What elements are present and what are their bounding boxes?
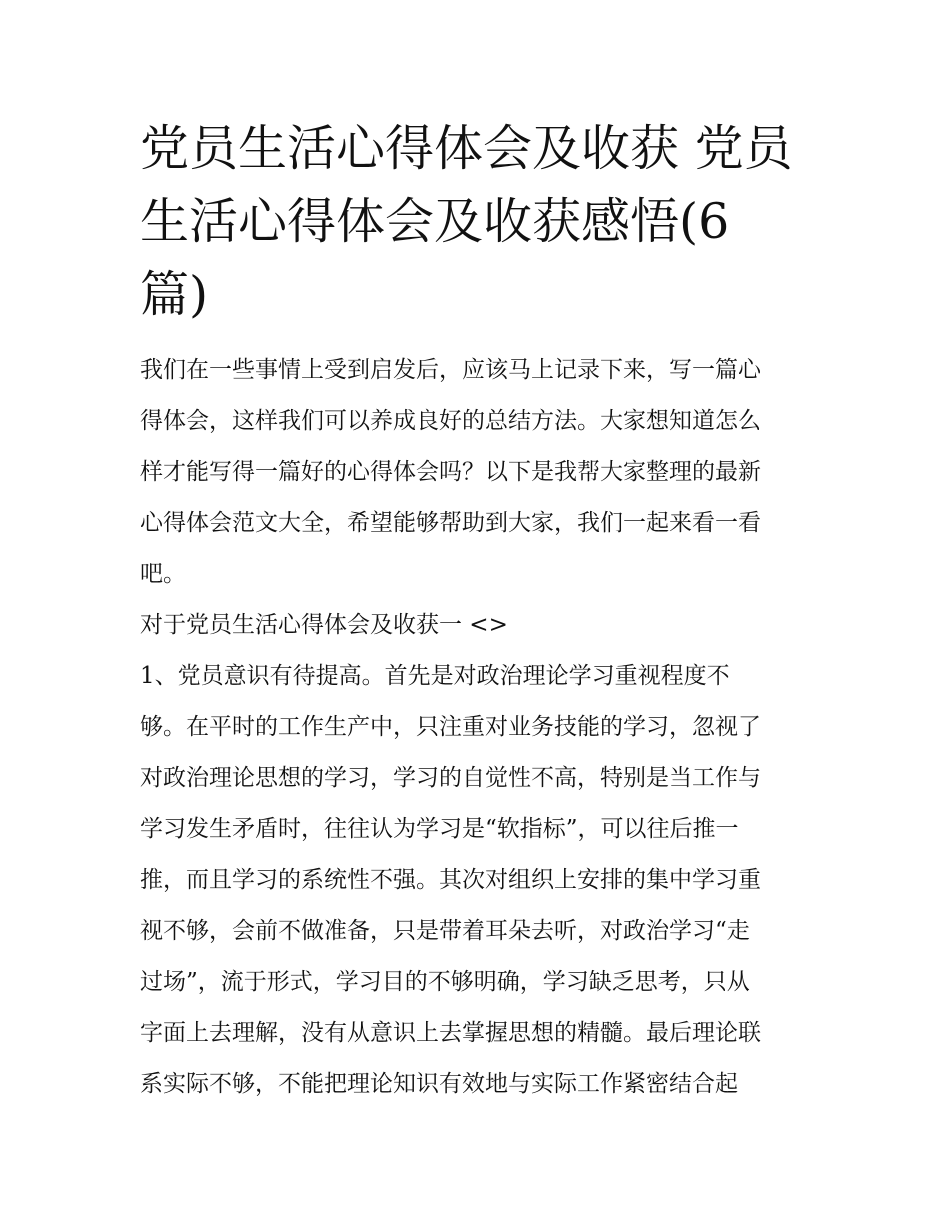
title-line: 篇): [140, 266, 209, 323]
text-line: 学习发生矛盾时，往往认为学习是“软指标”，可以往后推一: [140, 816, 739, 842]
section-heading: [140, 600, 815, 651]
text-line: 推，而且学习的系统性不强。其次对组织上安排的集中学习重: [140, 867, 761, 893]
text-line: 对政治理论思想的学习，学习的自觉性不高，特别是当工作与: [140, 765, 761, 791]
text-line: 样才能写得一篇好的心得体会吗？以下是我帮大家整理的最新: [140, 459, 761, 485]
text-line: 视不够，会前不做准备，只是带着耳朵去听，对政治学习“走: [140, 918, 750, 944]
section-paragraph: [140, 651, 815, 1110]
text-line: 过场”，流于形式，学习目的不够明确，学习缺乏思考，只从: [140, 969, 750, 995]
text-line: 够。在平时的工作生产中，只注重对业务技能的学习，忽视了: [140, 714, 761, 740]
intro-paragraph: [140, 345, 815, 600]
section-heading-text: 对于党员生活心得体会及收获一 <>: [140, 612, 508, 638]
text-line: 吧。: [140, 561, 186, 587]
document-body: [140, 345, 815, 1110]
title-line: 党员生活心得体会及收获 党员: [140, 120, 793, 177]
document-content: [140, 112, 815, 1110]
text-line: 我们在一些事情上受到启发后，应该马上记录下来，写一篇心: [140, 357, 761, 383]
text-line: 得体会，这样我们可以养成良好的总结方法。大家想知道怎么: [140, 408, 761, 434]
document-title: [140, 112, 815, 331]
text-line: 字面上去理解，没有从意识上去掌握思想的精髓。最后理论联: [140, 1020, 761, 1046]
text-line: 系实际不够，不能把理论知识有效地与实际工作紧密结合起: [140, 1071, 738, 1097]
title-line: 生活心得体会及收获感悟(6: [140, 193, 730, 250]
text-line: 心得体会范文大全，希望能够帮助到大家，我们一起来看一看: [140, 510, 761, 536]
text-line: 1、党员意识有待提高。首先是对政治理论学习重视程度不: [140, 663, 730, 689]
